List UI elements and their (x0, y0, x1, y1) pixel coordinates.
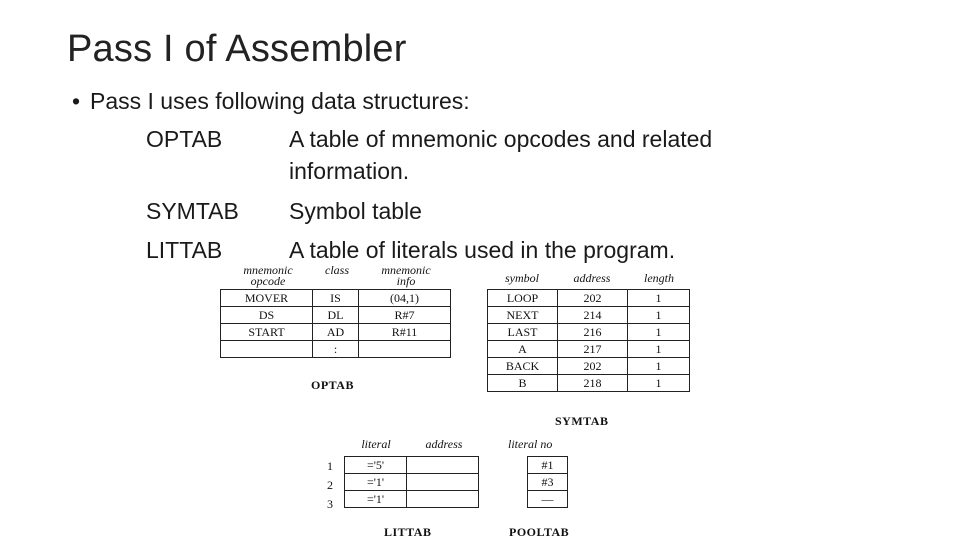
table-row (345, 491, 479, 508)
littab-caption: LITTAB (384, 525, 432, 539)
table-cell: 1 (628, 307, 690, 324)
table-cell: 214 (558, 307, 628, 324)
table-row (488, 324, 690, 341)
table-cell: R#7 (359, 307, 451, 324)
table-row (528, 491, 568, 508)
table-cell: 1 (628, 324, 690, 341)
table-row (221, 290, 451, 307)
table-cell: DS (221, 307, 313, 324)
structure-desc: A table of mnemonic opcodes and related (289, 126, 713, 152)
table-cell: 202 (558, 358, 628, 375)
table-cell: B (488, 375, 558, 392)
table-cell: ='1' (345, 474, 407, 491)
littab-table (344, 456, 479, 508)
littab-row-number: 3 (327, 497, 333, 511)
structure-name: SYMTAB (146, 198, 239, 224)
table-cell: IS (313, 290, 359, 307)
table-cell: R#11 (359, 324, 451, 341)
pooltab-caption: POOLTAB (509, 525, 570, 539)
table-cell: 202 (558, 290, 628, 307)
pooltab-header: literal no (508, 437, 553, 451)
table-cell: (04,1) (359, 290, 451, 307)
pooltab-table (527, 456, 568, 508)
table-cell: DL (313, 307, 359, 324)
table-cell: LOOP (488, 290, 558, 307)
table-cell: 216 (558, 324, 628, 341)
table-cell: : (313, 341, 359, 358)
slide-title: Pass I of Assembler (67, 28, 407, 70)
littab-row-number: 2 (327, 478, 333, 492)
table-cell (407, 491, 479, 508)
symtab-caption: SYMTAB (555, 414, 609, 428)
table-row (488, 375, 690, 392)
structure-desc: A table of literals used in the program. (289, 237, 676, 263)
optab-caption: OPTAB (311, 378, 354, 392)
table-cell: — (528, 491, 568, 508)
table-cell: ='1' (345, 491, 407, 508)
table-row (221, 324, 451, 341)
bullet-label: Pass I uses following data structures: (90, 88, 470, 114)
table-cell (407, 457, 479, 474)
littab-header-address: address (425, 437, 463, 451)
table-cell: 218 (558, 375, 628, 392)
littab-header-literal: literal (361, 437, 391, 451)
symtab-header-symbol: symbol (505, 271, 539, 285)
table-row (488, 341, 690, 358)
table-row (488, 290, 690, 307)
table-cell (359, 341, 451, 358)
table-cell: 217 (558, 341, 628, 358)
table-cell: #3 (528, 474, 568, 491)
structure-name: LITTAB (146, 237, 223, 263)
table-cell: ='5' (345, 457, 407, 474)
table-cell: 1 (628, 341, 690, 358)
table-row (221, 307, 451, 324)
symtab-header-length: length (644, 271, 674, 285)
table-cell: A (488, 341, 558, 358)
table-row (528, 474, 568, 491)
table-row (345, 474, 479, 491)
symtab-header-address: address (573, 271, 611, 285)
structure-desc: Symbol table (289, 198, 422, 224)
table-cell: 1 (628, 290, 690, 307)
table-cell: 1 (628, 358, 690, 375)
optab-header-opcode: mnemonic opcode (243, 263, 293, 288)
bullet-icon: • (72, 88, 81, 114)
table-row (488, 358, 690, 375)
table-row (221, 341, 451, 358)
table-cell: MOVER (221, 290, 313, 307)
table-row (488, 307, 690, 324)
optab-header-class: class (325, 263, 349, 277)
table-cell: NEXT (488, 307, 558, 324)
table-cell: LAST (488, 324, 558, 341)
littab-row-number: 1 (327, 459, 333, 473)
structure-name: OPTAB (146, 126, 223, 152)
table-cell (407, 474, 479, 491)
optab-header-info: mnemonic info (381, 263, 431, 288)
table-row (528, 457, 568, 474)
table-cell: AD (313, 324, 359, 341)
table-row (345, 457, 479, 474)
table-cell: 1 (628, 375, 690, 392)
table-cell (221, 341, 313, 358)
table-cell: START (221, 324, 313, 341)
symtab-table (487, 289, 690, 392)
table-cell: BACK (488, 358, 558, 375)
optab-table (220, 289, 451, 358)
structure-desc-cont: information. (289, 158, 410, 184)
table-cell: #1 (528, 457, 568, 474)
